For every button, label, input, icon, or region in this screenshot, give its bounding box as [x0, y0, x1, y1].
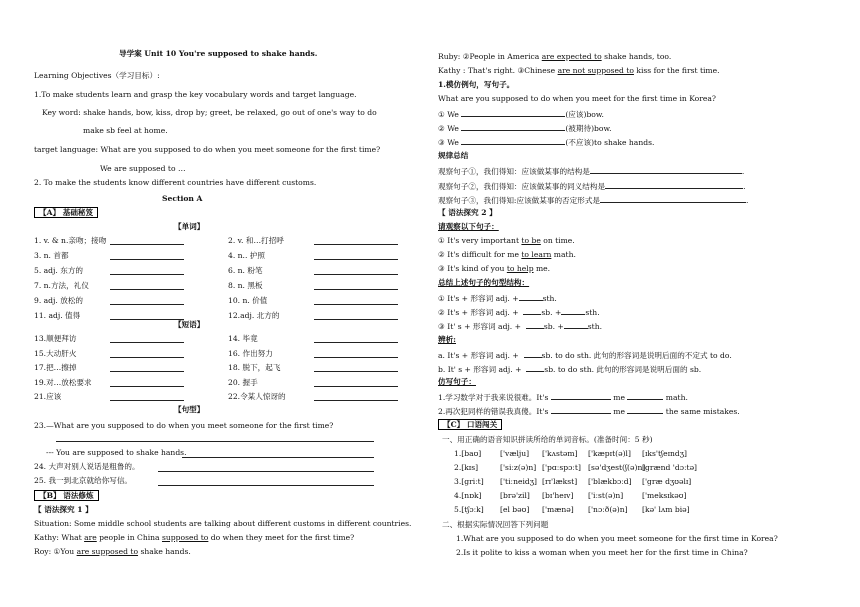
- answer-blank[interactable]: [461, 122, 565, 131]
- word-item-label: 5. adj. 东方的: [34, 266, 84, 275]
- phonetic-symbol: [kə' lʌm biə]: [642, 505, 690, 514]
- answer-line[interactable]: [110, 244, 184, 245]
- answer-blank[interactable]: [524, 349, 542, 358]
- observation-2: 观察句子②，我们得知：应该做某事的同义结构是 .: [438, 182, 746, 191]
- answer-line[interactable]: [314, 342, 398, 343]
- answer-blank[interactable]: [627, 391, 663, 400]
- answer-line[interactable]: [314, 400, 398, 401]
- kathy-line-1: Kathy: What are people in China supposed to do when they meet for the first time?: [34, 533, 355, 542]
- word-item-label: 4. n.. 护照: [228, 251, 265, 260]
- word-item-label: 11. adj. 值得: [34, 311, 81, 320]
- roy-line: Roy: ①You are supposed to shake hands.: [34, 547, 191, 556]
- answer-heading: 二、根据实际情况回答下列问题: [442, 520, 549, 529]
- answer-question-2: 2.Is it polite to kiss a woman when you meet her for the first time in China?: [456, 548, 748, 557]
- word-item-label: 8. n. 黑板: [228, 281, 263, 290]
- answer-line[interactable]: [110, 371, 184, 372]
- answer-line[interactable]: [110, 274, 184, 275]
- phonetic-symbol: [grænd 'dɔːtə]: [642, 463, 698, 472]
- answer-blank[interactable]: [605, 180, 743, 189]
- objective-1: 1.To make students learn and grasp the key vocabulary words and target language.: [34, 90, 357, 99]
- phonetic-symbol: 1.[baʊ]: [454, 449, 482, 458]
- answer-line[interactable]: [110, 319, 184, 320]
- phonetic-symbol: 5.[tʃɔːk]: [454, 505, 484, 514]
- phrases-heading: 【短语】: [174, 320, 205, 329]
- pattern-2: ② It's + 形容词 adj. + sb. + sth.: [438, 308, 600, 317]
- sentence-25: 25. 我一到北京就给你写信。: [34, 476, 133, 485]
- answer-blank[interactable]: [526, 363, 544, 372]
- answer-line[interactable]: [110, 357, 184, 358]
- imitate-2-heading: 仿写句子：: [438, 377, 476, 386]
- word-item-label: 3. n. 首都: [34, 251, 69, 260]
- objectives-heading: Learning Objectives（学习目标）:: [34, 71, 160, 80]
- box-c-heading: 【C】 口语闯关: [438, 419, 502, 430]
- answer-blank[interactable]: [551, 391, 611, 400]
- analysis-a: a. It's + 形容词 adj. + sb. to do sth. 此句的形容词是说明后面的不定式 to do.: [438, 351, 732, 360]
- example-1: ① It's very important to be on time.: [438, 236, 575, 245]
- we-sentence-3: ③ We (不应该)to shake hands.: [438, 138, 655, 147]
- worksheet-title: 导学案 Unit 10 You're supposed to shake hands.: [119, 49, 318, 58]
- answer-blank[interactable]: [600, 194, 746, 203]
- answer-line[interactable]: [314, 289, 398, 290]
- answer-blank[interactable]: [523, 306, 541, 315]
- answer-blank[interactable]: [526, 320, 544, 329]
- phonetic-symbol: 2.[kɪs]: [454, 463, 479, 472]
- answer-line[interactable]: [314, 371, 398, 372]
- box-b-heading: 【B】 语法修炼: [34, 490, 99, 501]
- we-sentence-2: ② We (被期待)bow.: [438, 124, 612, 133]
- imitate-heading: 1.模仿例句，写句子。: [438, 80, 515, 89]
- answer-line[interactable]: [182, 457, 374, 458]
- example-3: ③ It's kind of you to help me.: [438, 264, 551, 273]
- ruby-line: Ruby: ②People in America are expected to shake hands, too.: [438, 52, 672, 61]
- answer-line[interactable]: [314, 304, 398, 305]
- answer-blank[interactable]: [551, 405, 611, 414]
- phonetic-symbol: [sə'dʒest(ʃ(ə)n]: [588, 463, 646, 472]
- phonetic-symbol: 3.[griːt]: [454, 477, 484, 486]
- answer-line[interactable]: [158, 485, 374, 486]
- phonetic-symbol: ['blækbɔːd]: [588, 477, 632, 486]
- phrase-item-label: 17.把…擦掉: [34, 363, 77, 372]
- korea-question: What are you supposed to do when you meet for the first time in Korea?: [438, 94, 716, 103]
- phonetic-symbol: ['tiːneidʒ]: [500, 477, 538, 486]
- phonetic-symbol: ['nɔːð(ə)n]: [588, 505, 628, 514]
- sentence-23: 23.—What are you supposed to do when you meet someone for the first time?: [34, 421, 334, 430]
- grammar-1-heading: 【 语法探究 1 】: [34, 505, 93, 514]
- target-language: target language: What are you supposed to do when you meet someone for the first time?: [34, 145, 381, 154]
- phrase-item-label: 14. 毕竟: [228, 334, 258, 343]
- observation-1: 观察句子①，我们得知：应该做某事的结构是 .: [438, 167, 745, 176]
- phonetic-symbol: [bɪ'heɪv]: [542, 491, 574, 500]
- phonetic-symbol: [ɪks'tʃeɪndʒ]: [642, 449, 688, 458]
- answer-question-1: 1.What are you supposed to do when you meet someone for the first time in Korea?: [456, 534, 778, 543]
- sentence-23-answer: --- You are supposed to shake hands.: [46, 448, 187, 457]
- phonetic-symbol: ['mænə]: [542, 505, 574, 514]
- example-2: ② It's difficult for me to learn math.: [438, 250, 576, 259]
- answer-blank[interactable]: [519, 292, 543, 301]
- words-heading: 【单词】: [174, 222, 205, 231]
- answer-line[interactable]: [314, 319, 398, 320]
- grammar-2-heading: 【 语法探究 2 】: [438, 208, 497, 217]
- phonetic-symbol: ['iːst(ə)n]: [588, 491, 624, 500]
- answer-line[interactable]: [314, 274, 398, 275]
- word-item-label: 7. n.方法，礼仪: [34, 281, 89, 290]
- analysis-b: b. It' s + 形容词 adj. + sb. to do sth. 此句的形容词是说明后面的 sb.: [438, 365, 702, 374]
- answer-line[interactable]: [110, 259, 184, 260]
- phrase-item-label: 18. 脱下，起飞: [228, 363, 281, 372]
- answer-line[interactable]: [110, 289, 184, 290]
- write-sentence-2: 2.再次犯同样的错误我真傻。It's me the same mistakes.: [438, 407, 740, 416]
- objective-2: 2. To make the students know different countries have different customs.: [34, 178, 317, 187]
- situation: Situation: Some middle school students are talking about different customs in different countries.: [34, 519, 412, 528]
- answer-line[interactable]: [314, 386, 398, 387]
- answer-blank[interactable]: [564, 320, 588, 329]
- word-item-label: 6. n. 粉笔: [228, 266, 263, 275]
- phrase-item-label: 20. 握手: [228, 377, 258, 387]
- phonetic-symbol: [brə'zil]: [500, 491, 530, 500]
- word-item-label: 1. v. & n.亲吻；接吻: [34, 236, 107, 245]
- word-item-label: 10. n. 价值: [228, 296, 268, 305]
- phonetic-symbol: ['vælju]: [500, 449, 530, 458]
- answer-line[interactable]: [158, 471, 374, 472]
- pronunciation-heading: 一、用正确的语音知识拼读所给的单词音标。(准备时间：5 秒): [442, 435, 653, 444]
- phrase-item-label: 22.令某人惊讶的: [228, 392, 286, 401]
- phrase-item-label: 21.应该: [34, 392, 62, 401]
- answer-line[interactable]: [56, 441, 374, 442]
- kathy-line-2: Kathy : That's right. ③Chinese are not supposed to kiss for the first time.: [438, 66, 720, 75]
- phonetic-symbol: 4.[nɒk]: [454, 491, 482, 500]
- phonetic-symbol: ['græ dʒʊəlɪ]: [642, 477, 692, 486]
- rule-summary-heading: 规律总结: [438, 151, 469, 160]
- phonetic-symbol: ['kʌstəm]: [542, 449, 578, 458]
- phonetic-symbol: [rɪ'lækst]: [542, 477, 578, 486]
- we-sentence-1: ① We (应该)bow.: [438, 110, 604, 119]
- answer-blank[interactable]: [461, 136, 565, 145]
- observe-heading: 请观察以下句子：: [438, 222, 499, 231]
- answer-line[interactable]: [314, 244, 398, 245]
- target-language-answer: We are supposed to …: [100, 164, 186, 173]
- answer-line[interactable]: [110, 304, 184, 305]
- word-item-label: 12.adj. 北方的: [228, 311, 280, 320]
- phonetic-symbol: ['kæpɪt(ə)l]: [588, 449, 631, 458]
- answer-blank[interactable]: [627, 405, 663, 414]
- analysis-heading: 辨析:: [438, 335, 456, 344]
- pattern-3: ③ It' s + 形容词 adj. + sb. + sth.: [438, 322, 603, 331]
- write-sentence-1: 1.学习数学对于我来说很难。It's me math.: [438, 393, 688, 402]
- phonetic-symbol: [el bəʊ]: [500, 505, 530, 514]
- summary-heading: 总结上述句子的句型结构：: [438, 278, 530, 287]
- phonetic-symbol: ['meksɪkəʊ]: [642, 491, 687, 500]
- key-words: Key word: shake hands, bow, kiss, drop by; greet, be relaxed, go out of one's way to do: [42, 108, 377, 117]
- observation-3: 观察句子③，我们得知:应该做某事的否定形式是 .: [438, 196, 749, 205]
- pattern-1: ① It's + 形容词 adj. + sth.: [438, 294, 557, 303]
- word-item-label: 9. adj. 放松的: [34, 296, 84, 305]
- phrase-item-label: 16. 作出努力: [228, 348, 273, 358]
- answer-line[interactable]: [314, 259, 398, 260]
- answer-line[interactable]: [110, 342, 184, 343]
- answer-line[interactable]: [110, 386, 184, 387]
- answer-blank[interactable]: [461, 108, 565, 117]
- word-item-label: 2. v. 和…打招呼: [228, 236, 284, 245]
- sentence-heading: 【句型】: [174, 405, 205, 414]
- answer-blank[interactable]: [590, 165, 742, 174]
- phrase-item-label: 15.大动肝火: [34, 348, 77, 358]
- phonetic-symbol: ['pɑːspɔːt]: [542, 463, 581, 472]
- phonetic-symbol: ['siːz(ə)n]: [500, 463, 537, 472]
- phrase-item-label: 13.顺便拜访: [34, 334, 77, 343]
- section-a-title: Section A: [162, 194, 203, 203]
- phrase-item-label: 19.对…放松要求: [34, 377, 92, 387]
- answer-blank[interactable]: [561, 306, 585, 315]
- answer-line[interactable]: [314, 357, 398, 358]
- box-a-heading: 【A】 基础秘笈: [34, 207, 98, 218]
- key-words-cont: make sb feel at home.: [83, 126, 168, 135]
- answer-line[interactable]: [110, 400, 184, 401]
- sentence-24: 24. 大声对别人说话是粗鲁的。: [34, 462, 140, 471]
